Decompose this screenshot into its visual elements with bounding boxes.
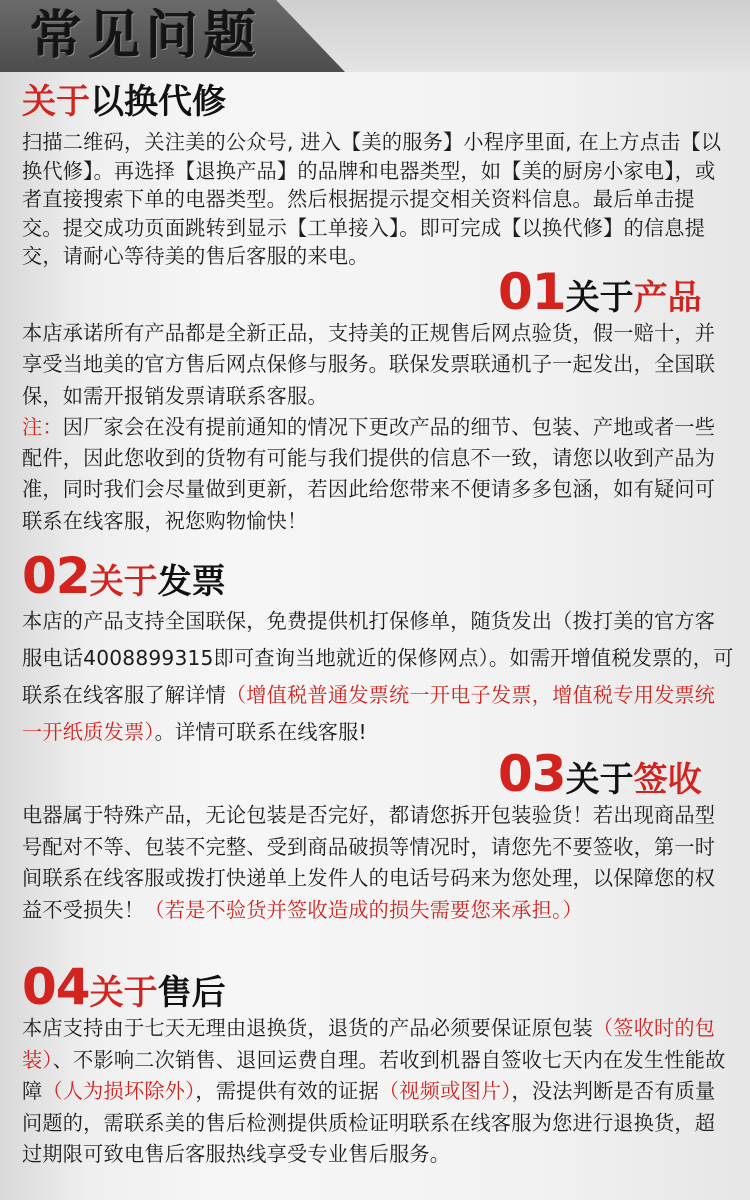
section-02-heading-black: 发票 — [157, 562, 226, 602]
section-03-text-1: 电器属于特殊产品，无论包装是否完好，都请您拆开包装验货！若出现商品型号配对不等、包装不完整、受到商品破损等情况时，请您先不要签收，第一时间联系在线客服或拨打快递单上发件人的电话号码来为您处理，以保障您的权益不受损失！ — [22, 803, 716, 922]
section-03-heading-black: 关于 — [565, 760, 634, 800]
section-02-highlight: （增值税普通发票统一开电子发票，增值税专用发票统一开纸质发票） — [22, 683, 716, 744]
section-03-text — [22, 800, 734, 926]
section-02-text-1: 本店的产品支持全国联保，免费提供机打保修单，随货发出（拨打美的官方客服电话4008899315即可查询当地就近的保修网点）。如需开增值税发票的，可联系在线客服了解详情 — [22, 609, 734, 707]
section-01-number: 01 — [498, 263, 566, 321]
page-title: 常见问题 — [30, 5, 263, 66]
section-04-text — [22, 1013, 734, 1171]
section-02-body — [22, 603, 734, 751]
section-03-body — [22, 800, 734, 926]
note-label: 注： — [22, 414, 63, 439]
note-text: 因厂家会在没有提前通知的情况下更改产品的细节、包装、产地或者一些配件，因此您收到的货物有可能与我们提供的信息不一致，请您以收到产品为准，同时我们会尽量做到更新，若因此给您带来不便请多多包涵，如有疑问可联系在线客服，祝您购物愉快！ — [22, 414, 716, 533]
section-02-heading-red: 关于 — [89, 562, 158, 602]
intro-heading-black: 以换代修 — [90, 82, 226, 122]
section-04-number: 04 — [22, 958, 90, 1016]
section-02-number: 02 — [22, 547, 90, 605]
section-03-highlight: （若是不验货并签收造成的损失需要您来承担。） — [144, 897, 583, 922]
section-02-text-2: 。详情可联系在线客服! — [154, 720, 367, 744]
section-04-heading-black: 售后 — [157, 973, 226, 1013]
intro-body — [22, 128, 734, 271]
intro-heading-red: 关于 — [22, 82, 90, 122]
section-03-heading-red: 签收 — [633, 760, 702, 800]
intro-heading — [22, 80, 226, 124]
section-01-body — [22, 318, 734, 537]
section-04-highlight-1: （签收时的包装） — [22, 1016, 716, 1072]
section-02-text — [22, 603, 734, 751]
section-04-text-2: 、不影响二次销售、退回运费自理。若收到机器自签收七天内在发生性能故障 — [22, 1047, 726, 1103]
section-01-heading-black: 关于 — [565, 278, 634, 318]
section-04-heading-red: 关于 — [89, 973, 158, 1013]
section-01-heading-red: 产品 — [633, 278, 702, 318]
section-03-number: 03 — [498, 745, 566, 803]
section-04-highlight-3: （视频或图片） — [378, 1079, 512, 1103]
section-01-note — [22, 412, 734, 537]
section-01-text: 本店承诺所有产品都是全新正品，支持美的正规售后网点验货，假一赔十，并享受当地美的官方售后网点保修与服务。联保发票联通机子一起发出，全国联保，如需开报销发票请联系客服。 — [22, 321, 716, 408]
section-04-text-3: ，需提供有效的证据 — [195, 1079, 379, 1103]
section-04-text-1: 本店支持由于七天无理由退换货，退货的产品必须要保证原包装 — [22, 1016, 593, 1040]
section-04-text-4: ，没法判断是否有质量问题的，需联系美的售后检测提供质检证明联系在线客服为您进行退换货，超过期限可致电售后客服热线享受专业售后服务。 — [22, 1079, 716, 1166]
section-04-body — [22, 1013, 734, 1171]
intro-text: 扫描二维码，关注美的公众号, 进入【美的服务】小程序里面, 在上方点击【以换代修】。再选择【退换产品】的品牌和电器类型，如【美的厨房小家电】，或者直接搜索下单的电器类型。然后根据提示提交相关资料信息。最后单击提交。提交成功页面跳转到显示【工单接入】。即可完成【以换代修】的信息提交，请耐心等待美的售后客服的来电。 — [22, 130, 722, 268]
section-04-highlight-2: （人为损坏除外） — [42, 1079, 196, 1103]
